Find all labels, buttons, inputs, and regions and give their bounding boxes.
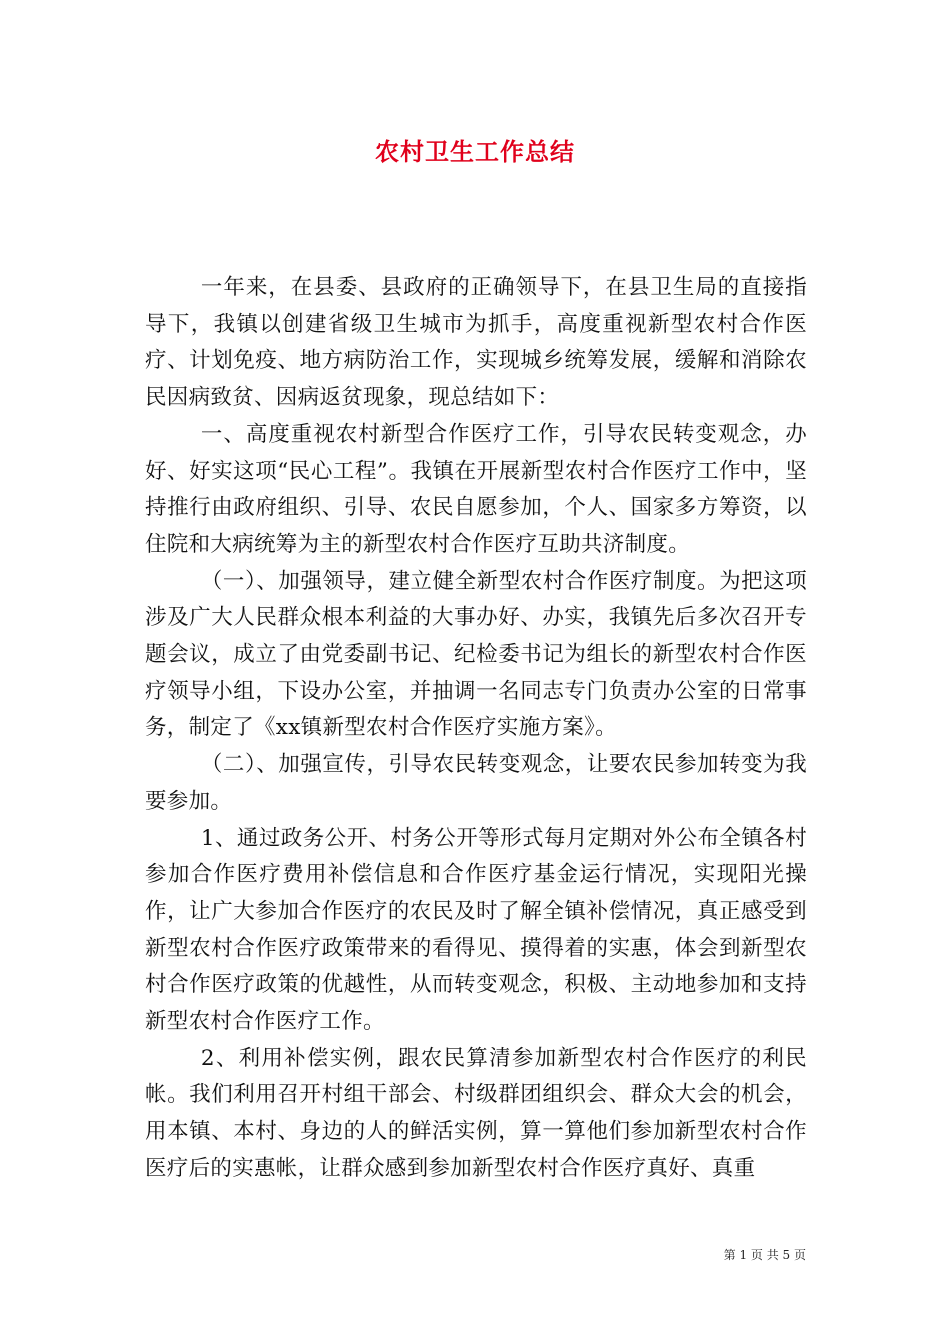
paragraph-item-one: 1、通过政务公开、村务公开等形式每月定期对外公布全镇各村参加合作医疗费用补偿信息和合作医疗基金运行情况，实现阳光操作，让广大参加合作医疗的农民及时了解全镇补偿情况，真正感受到新型农村合作医疗政策带来的看得见、摸得着的实惠，体会到新型农村合作医疗政策的优越性，从而转变观念，积极、主动地参加和支持新型农村合作医疗工作。	[145, 825, 807, 1035]
paragraph-item-two: 2、利用补偿实例，跟农民算清参加新型农村合作医疗的利民帐。我们利用召开村组干部会、村级群团组织会、群众大会的机会，用本镇、本村、身边的人的鲜活实例，算一算他们参加新型农村合作医疗后的实惠帐，让群众感到参加新型农村合作医疗真好、真重	[145, 1045, 807, 1181]
document-title: 农村卫生工作总结	[375, 137, 575, 166]
page-number: 第 1 页 共 5 页	[723, 1248, 806, 1262]
paragraph-subsection-two: （二）、加强宣传，引导农民转变观念，让要农民参加转变为我要参加。	[145, 752, 807, 814]
document-body	[145, 270, 807, 1188]
page-footer	[0, 1246, 806, 1263]
paragraph-intro: 一年来，在县委、县政府的正确领导下，在县卫生局的直接指导下，我镇以创建省级卫生城市为抓手，高度重视新型农村合作医疗、计划免疫、地方病防治工作，实现城乡统筹发展，缓解和消除农民因病致贫、因病返贫现象，现总结如下：	[145, 275, 807, 411]
paragraph-subsection-one: （一）、加强领导，建立健全新型农村合作医疗制度。为把这项涉及广大人民群众根本利益的大事办好、办实，我镇先后多次召开专题会议，成立了由党委副书记、纪检委书记为组长的新型农村合作医疗领导小组，下设办公室，并抽调一名同志专门负责办公室的日常事务，制定了《xx镇新型农村合作医疗实施方案》。	[145, 568, 807, 741]
paragraph-section-one: 一、高度重视农村新型合作医疗工作，引导农民转变观念，办好、好实这项“民心工程”。我镇在开展新型农村合作医疗工作中，坚持推行由政府组织、引导、农民自愿参加，个人、国家多方筹资，以住院和大病统筹为主的新型农村合作医疗互助共济制度。	[145, 421, 807, 557]
